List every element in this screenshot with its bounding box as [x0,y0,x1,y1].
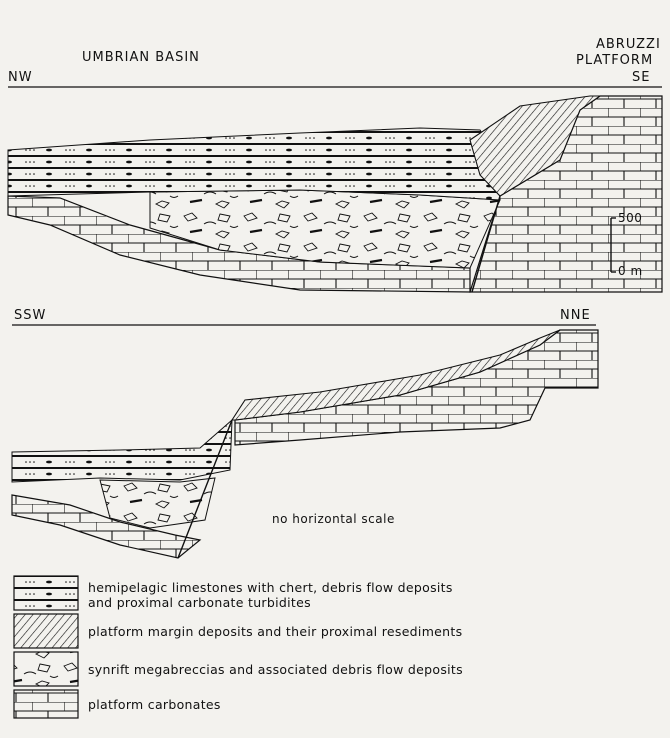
section-2-dir-left: SSW [14,308,47,323]
legend-item-platform-carbonates: platform carbonates [88,697,221,712]
legend-item-hemipelagic-line1: hemipelagic limestones with chert, debris flow deposits [88,580,453,595]
platform-title-line2: PLATFORM [576,53,654,68]
legend-swatch-platform-margin [14,614,78,648]
legend-item-megabreccias: synrift megabreccias and associated debris flow deposits [88,662,463,677]
scale-top-label: 500 [618,211,643,225]
legend-swatch-platform-carbonates [14,690,78,718]
legend-item-platform-margin: platform margin deposits and their proximal resediments [88,624,463,639]
legend-item-hemipelagic-line2: and proximal carbonate turbidites [88,595,311,610]
legend-swatch-megabreccias [14,652,78,686]
legend-item-hemipelagic [88,580,453,610]
no-horizontal-scale-note: no horizontal scale [272,512,395,526]
scale-bottom-label: 0 m [618,264,643,278]
section-1-dir-left: NW [8,70,33,85]
platform-title-line1: ABRUZZI [596,37,661,52]
legend-swatches [14,576,78,718]
section-1-hemipelagic [8,128,500,200]
basin-title: UMBRIAN BASIN [82,50,200,65]
legend-swatch-hemipelagic [14,576,78,610]
section-1 [8,87,662,292]
section-2-hemipelagic [12,420,232,482]
section-1-dir-right: SE [632,70,651,85]
section-2-dir-right: NNE [560,308,591,323]
